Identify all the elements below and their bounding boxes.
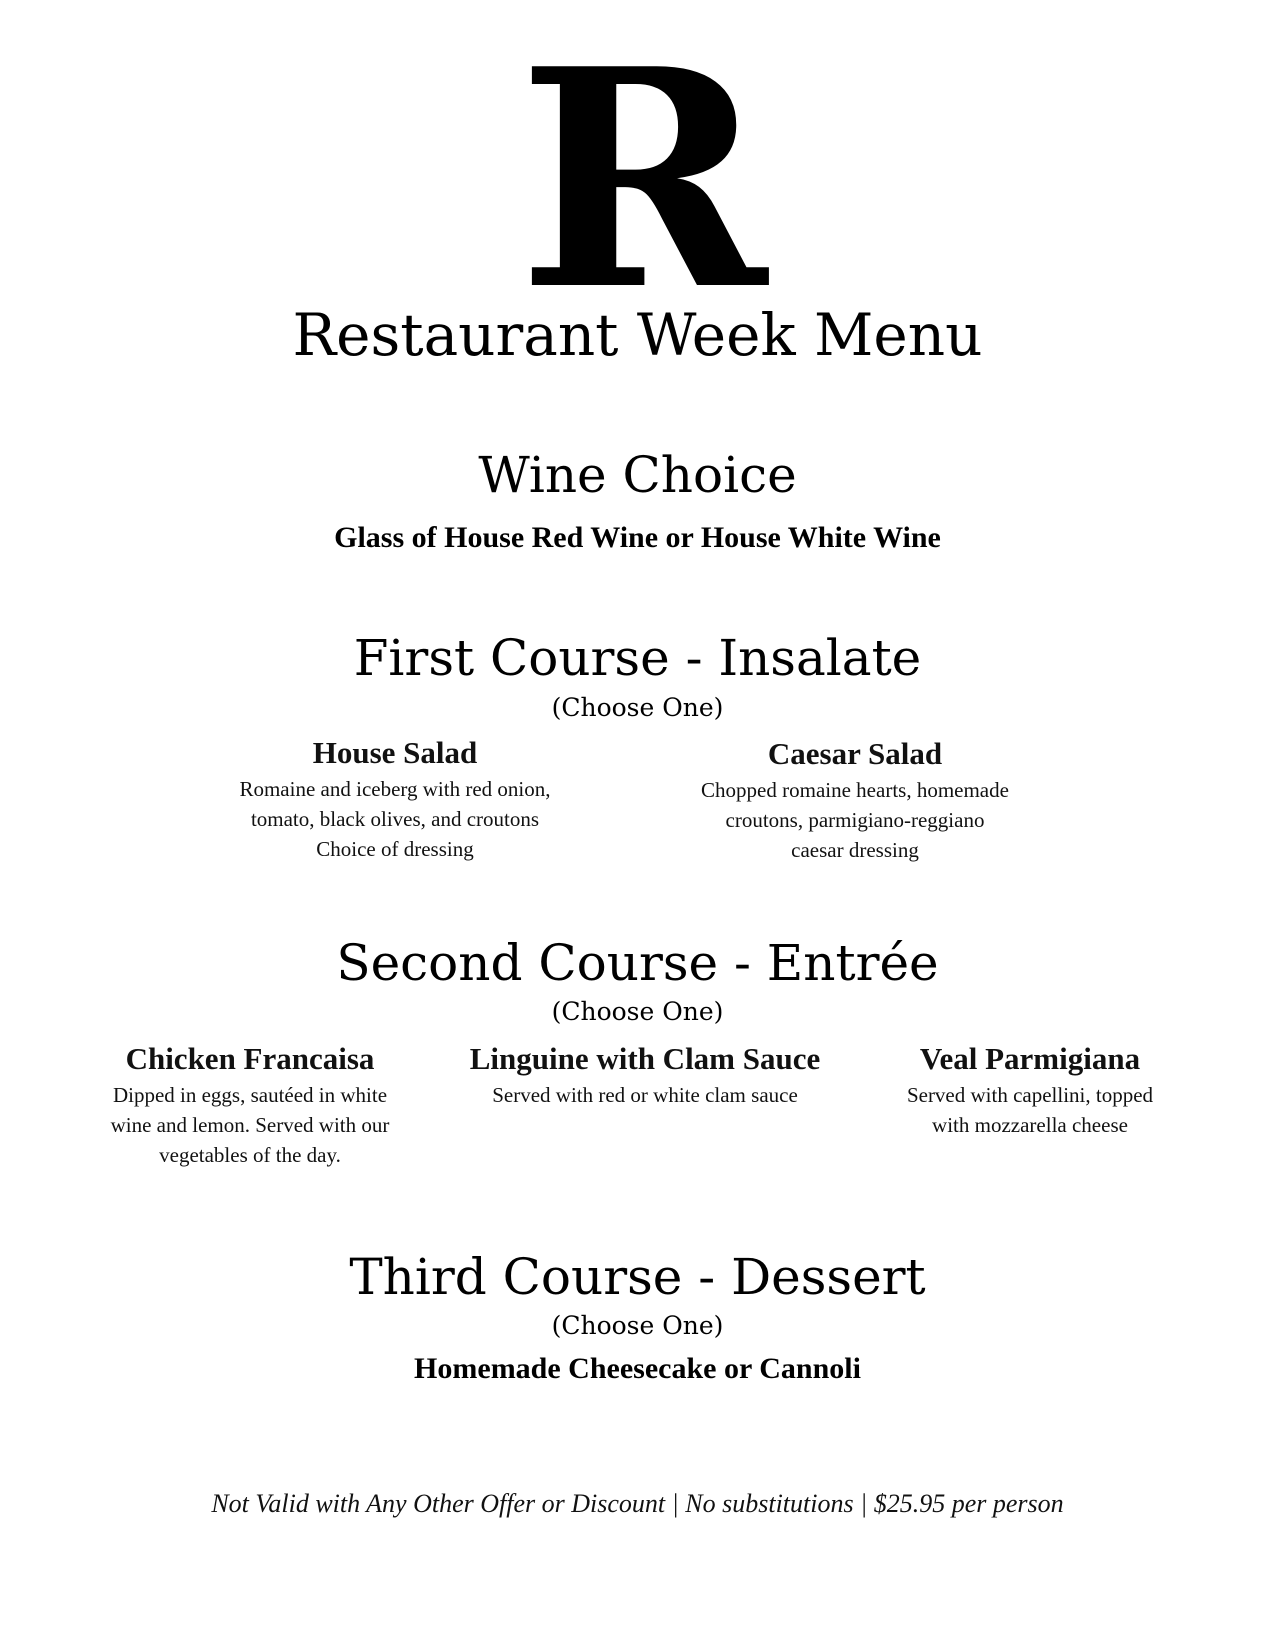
item-name: Chicken Francaisa [125,1041,375,1076]
item-description [440,1080,850,1110]
item-desc-line: Served with capellini, topped [906,1083,1154,1107]
first-course-heading: First Course - Insalate [353,629,922,687]
item-name: Linguine with Clam Sauce [469,1041,821,1076]
item-desc-line: vegetables of the day. [159,1143,341,1167]
item-description [660,775,1050,865]
item-description [200,774,590,864]
logo-letter: R [517,3,758,356]
third-course-heading: Third Course - Dessert [349,1248,926,1306]
second-course-heading: Second Course - Entrée [336,934,939,992]
item-desc-line: caesar dressing [791,838,919,862]
menu-item-house-salad [200,734,590,864]
third-course-choose: (Choose One) [551,1311,724,1340]
item-desc-line: croutons, parmigiano-reggiano [725,808,985,832]
item-desc-line: wine and lemon. Served with our [110,1113,390,1137]
menu-item-chicken-francaisa [90,1040,410,1170]
page-title: Restaurant Week Menu [292,301,983,369]
dessert-line: Homemade Cheesecake or Cannoli [414,1352,861,1385]
item-name: Caesar Salad [767,736,943,771]
item-desc-line: Dipped in eggs, sautéed in white [112,1083,388,1107]
footer-terms: Not Valid with Any Other Offer or Discount | No substitutions | $25.95 per person [211,1489,1064,1518]
first-course-choose: (Choose One) [551,693,724,722]
item-name: House Salad [312,735,478,770]
item-desc-line: Chopped romaine hearts, homemade [701,778,1009,802]
item-desc-line: Romaine and iceberg with red onion, [239,777,551,801]
menu-item-caesar-salad [660,735,1050,865]
wine-choice-heading: Wine Choice [478,446,797,504]
second-course-choose: (Choose One) [551,997,724,1026]
item-desc-line: Served with red or white clam sauce [492,1083,798,1107]
item-description [880,1080,1180,1140]
item-name: Veal Parmigiana [919,1041,1141,1076]
item-desc-line: with mozzarella cheese [932,1113,1128,1137]
item-desc-line: Choice of dressing [316,837,474,861]
menu-item-linguine-clam-sauce [440,1040,850,1110]
wine-choice-line: Glass of House Red Wine or House White Wine [334,521,941,554]
item-description [90,1080,410,1170]
menu-item-veal-parmigiana [880,1040,1180,1140]
item-desc-line: tomato, black olives, and croutons [250,807,540,831]
